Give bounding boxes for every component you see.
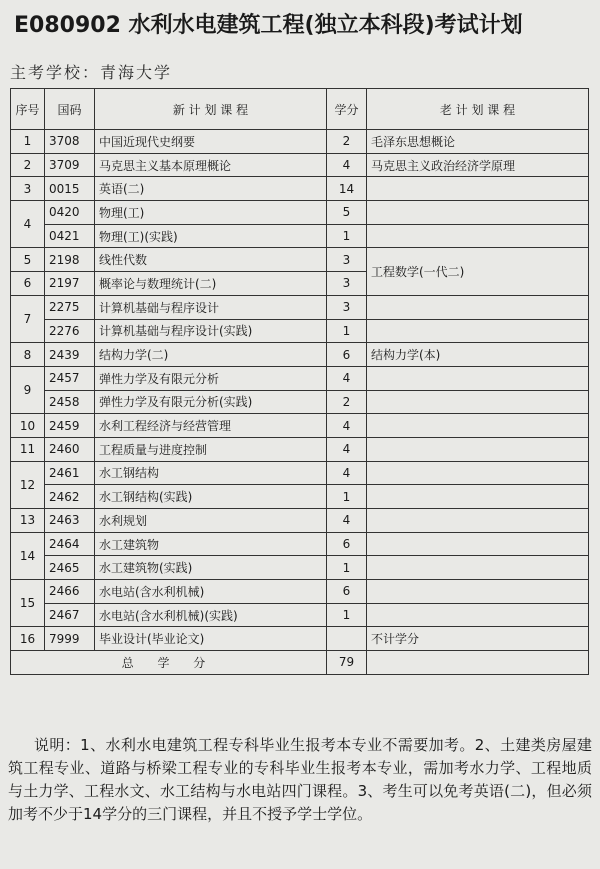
row-credit: 3 bbox=[327, 295, 367, 319]
row-course: 线性代数 bbox=[95, 248, 327, 272]
table-row bbox=[11, 295, 589, 319]
old-course-empty bbox=[367, 580, 589, 604]
row-seq: 16 bbox=[11, 627, 45, 651]
old-course-empty bbox=[367, 319, 589, 343]
row-credit: 6 bbox=[327, 580, 367, 604]
row-seq: 15 bbox=[11, 580, 45, 627]
row-code: 2459 bbox=[45, 414, 95, 438]
old-course: 结构力学(本) bbox=[367, 343, 589, 367]
table-row bbox=[11, 248, 589, 272]
row-seq: 3 bbox=[11, 177, 45, 201]
row-course: 概率论与数理统计(二) bbox=[95, 272, 327, 296]
table-header-row bbox=[11, 89, 589, 130]
row-course: 水利规划 bbox=[95, 509, 327, 533]
row-course: 水利工程经济与经营管理 bbox=[95, 414, 327, 438]
row-code: 7999 bbox=[45, 627, 95, 651]
row-course: 水电站(含水利机械) bbox=[95, 580, 327, 604]
old-course-empty bbox=[367, 556, 589, 580]
row-credit bbox=[327, 627, 367, 651]
old-course-empty bbox=[367, 509, 589, 533]
total-row bbox=[11, 651, 589, 675]
row-seq: 12 bbox=[11, 461, 45, 508]
row-code: 2462 bbox=[45, 485, 95, 509]
old-course-empty bbox=[367, 603, 589, 627]
row-credit: 3 bbox=[327, 248, 367, 272]
table-row bbox=[11, 485, 589, 509]
row-credit: 4 bbox=[327, 461, 367, 485]
row-code: 2275 bbox=[45, 295, 95, 319]
table-row bbox=[11, 603, 589, 627]
row-course: 物理(工)(实践) bbox=[95, 224, 327, 248]
table-row bbox=[11, 319, 589, 343]
old-course-empty bbox=[367, 224, 589, 248]
row-credit: 4 bbox=[327, 437, 367, 461]
old-course: 不计学分 bbox=[367, 627, 589, 651]
old-course-empty bbox=[367, 414, 589, 438]
row-seq: 14 bbox=[11, 532, 45, 579]
table-row bbox=[11, 509, 589, 533]
row-code: 3709 bbox=[45, 153, 95, 177]
table-row bbox=[11, 580, 589, 604]
row-course: 马克思主义基本原理概论 bbox=[95, 153, 327, 177]
row-credit: 4 bbox=[327, 153, 367, 177]
row-course: 物理(工) bbox=[95, 201, 327, 225]
table-row bbox=[11, 366, 589, 390]
row-code: 2457 bbox=[45, 366, 95, 390]
row-code: 0420 bbox=[45, 201, 95, 225]
old-course-empty bbox=[367, 201, 589, 225]
row-credit: 4 bbox=[327, 414, 367, 438]
row-seq: 8 bbox=[11, 343, 45, 367]
row-credit: 1 bbox=[327, 603, 367, 627]
old-course-empty bbox=[367, 485, 589, 509]
row-code: 0015 bbox=[45, 177, 95, 201]
old-course-empty bbox=[367, 366, 589, 390]
table-row bbox=[11, 130, 589, 154]
row-seq: 2 bbox=[11, 153, 45, 177]
table-row bbox=[11, 343, 589, 367]
row-code: 2464 bbox=[45, 532, 95, 556]
row-course: 中国近现代史纲要 bbox=[95, 130, 327, 154]
table-row bbox=[11, 556, 589, 580]
row-course: 工程质量与进度控制 bbox=[95, 437, 327, 461]
old-course-empty bbox=[367, 532, 589, 556]
table-row bbox=[11, 414, 589, 438]
table-row bbox=[11, 437, 589, 461]
table-row bbox=[11, 461, 589, 485]
table-row bbox=[11, 390, 589, 414]
old-course-empty bbox=[367, 437, 589, 461]
row-seq: 11 bbox=[11, 437, 45, 461]
row-course: 毕业设计(毕业论文) bbox=[95, 627, 327, 651]
row-course: 水工建筑物(实践) bbox=[95, 556, 327, 580]
row-credit: 3 bbox=[327, 272, 367, 296]
old-course-empty bbox=[367, 390, 589, 414]
row-credit: 14 bbox=[327, 177, 367, 201]
table-row bbox=[11, 177, 589, 201]
old-course-empty bbox=[367, 295, 589, 319]
school-label: 主考学校：青海大学 bbox=[10, 63, 173, 82]
row-course: 英语(二) bbox=[95, 177, 327, 201]
old-course: 毛泽东思想概论 bbox=[367, 130, 589, 154]
row-credit: 6 bbox=[327, 532, 367, 556]
old-course: 工程数学(一代二) bbox=[367, 248, 589, 295]
row-code: 2467 bbox=[45, 603, 95, 627]
footnote: 说明：1、水利水电建筑工程专科毕业生报考本专业不需要加考。2、土建类房屋建筑工程专业、道路与桥梁工程专业的专科毕业生报考本专业，需加考水力学、工程地质与土力学、工程水文、水工结构与水电站四门课程。3、考生可以免考英语(二)，但必须加考不少于14学分的三门课程，并且不授予学士学位。 bbox=[8, 736, 592, 823]
old-course-empty bbox=[367, 177, 589, 201]
row-code: 2466 bbox=[45, 580, 95, 604]
row-credit: 1 bbox=[327, 224, 367, 248]
row-course: 弹性力学及有限元分析(实践) bbox=[95, 390, 327, 414]
row-course: 弹性力学及有限元分析 bbox=[95, 366, 327, 390]
page-title: E080902 水利水电建筑工程(独立本科段)考试计划 bbox=[14, 13, 523, 38]
row-credit: 2 bbox=[327, 390, 367, 414]
row-code: 2458 bbox=[45, 390, 95, 414]
table-row bbox=[11, 627, 589, 651]
header-code: 国码 bbox=[45, 89, 95, 130]
table-row bbox=[11, 153, 589, 177]
row-seq: 10 bbox=[11, 414, 45, 438]
row-course: 水电站(含水利机械)(实践) bbox=[95, 603, 327, 627]
row-code: 2439 bbox=[45, 343, 95, 367]
row-credit: 1 bbox=[327, 319, 367, 343]
row-code: 2463 bbox=[45, 509, 95, 533]
header-old-course: 老 计 划 课 程 bbox=[367, 89, 589, 130]
row-credit: 4 bbox=[327, 509, 367, 533]
row-credit: 4 bbox=[327, 366, 367, 390]
row-credit: 2 bbox=[327, 130, 367, 154]
exam-plan-table bbox=[10, 88, 589, 675]
row-code: 2460 bbox=[45, 437, 95, 461]
row-code: 2465 bbox=[45, 556, 95, 580]
old-course: 马克思主义政治经济学原理 bbox=[367, 153, 589, 177]
row-credit: 1 bbox=[327, 556, 367, 580]
old-course-empty bbox=[367, 461, 589, 485]
row-seq: 6 bbox=[11, 272, 45, 296]
row-credit: 5 bbox=[327, 201, 367, 225]
total-label: 总 学 分 bbox=[11, 651, 327, 675]
table-row bbox=[11, 224, 589, 248]
row-seq: 13 bbox=[11, 509, 45, 533]
row-credit: 1 bbox=[327, 485, 367, 509]
row-course: 水工钢结构 bbox=[95, 461, 327, 485]
header-new-course: 新 计 划 课 程 bbox=[95, 89, 327, 130]
row-course: 结构力学(二) bbox=[95, 343, 327, 367]
row-code: 3708 bbox=[45, 130, 95, 154]
row-code: 2276 bbox=[45, 319, 95, 343]
table-row bbox=[11, 201, 589, 225]
row-seq: 1 bbox=[11, 130, 45, 154]
row-seq: 4 bbox=[11, 201, 45, 248]
row-course: 计算机基础与程序设计 bbox=[95, 295, 327, 319]
header-credit: 学分 bbox=[327, 89, 367, 130]
row-seq: 9 bbox=[11, 366, 45, 413]
row-code: 2461 bbox=[45, 461, 95, 485]
row-credit: 6 bbox=[327, 343, 367, 367]
row-code: 2198 bbox=[45, 248, 95, 272]
row-course: 水工钢结构(实践) bbox=[95, 485, 327, 509]
header-seq: 序号 bbox=[11, 89, 45, 130]
total-value: 79 bbox=[327, 651, 367, 675]
row-code: 0421 bbox=[45, 224, 95, 248]
row-seq: 5 bbox=[11, 248, 45, 272]
row-course: 水工建筑物 bbox=[95, 532, 327, 556]
row-code: 2197 bbox=[45, 272, 95, 296]
old-course-empty bbox=[367, 651, 589, 675]
row-seq: 7 bbox=[11, 295, 45, 342]
row-course: 计算机基础与程序设计(实践) bbox=[95, 319, 327, 343]
table-row bbox=[11, 532, 589, 556]
